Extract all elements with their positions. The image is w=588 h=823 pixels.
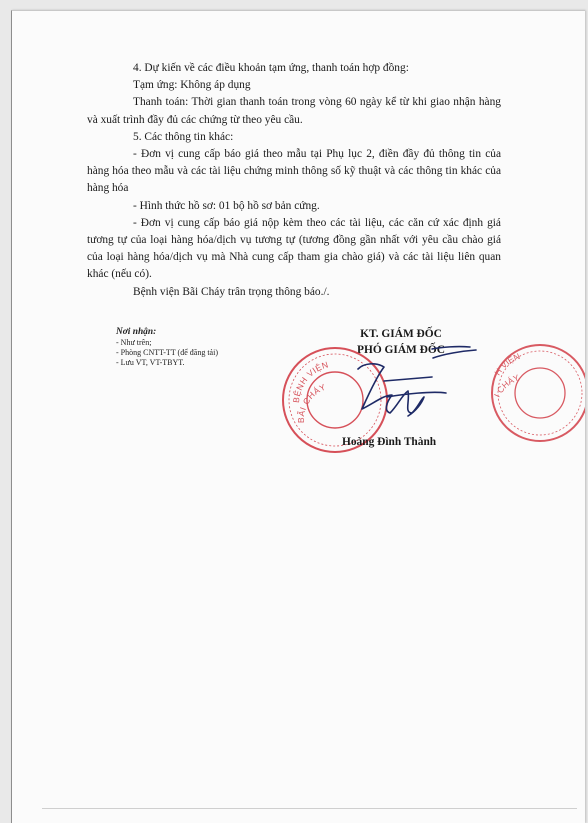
signature-title-1: KT. GIÁM ĐỐC — [360, 328, 442, 340]
quotation-form-text: - Đơn vị cung cấp báo giá theo mẫu tại Phụ lục 2, điền đầy đủ thông tin của hàng hóa theo mẫu và các tài liệu chứng minh thông số kỹ thuật và các thông tin khác của hàng hóa — [87, 148, 501, 195]
closing-text: Bệnh viện Bãi Cháy trân trọng thông báo./. — [133, 285, 330, 298]
section-5-heading: 5. Các thông tin khác: — [133, 130, 234, 143]
document-page — [11, 10, 585, 823]
recipients-title: Nơi nhận: — [116, 327, 157, 337]
payment-terms-text: Thanh toán: Thời gian thanh toán trong vòng 60 ngày kể từ khi giao nhận hàng và xuất trình đầy đủ các chứng từ theo yêu cầu. — [87, 96, 501, 126]
svg-text:H VIỆN — [492, 351, 521, 377]
recipient-item: - Phòng CNTT-TT (để đăng tải) — [116, 348, 218, 358]
document-body — [87, 60, 501, 301]
stamp-left-text-1: BỆNH VIỆN — [290, 359, 330, 404]
signature-titles — [331, 326, 471, 358]
attached-documents-text: - Đơn vị cung cấp báo giá nộp kèm theo các tài liệu, các căn cứ xác định giá tương tự của loại hàng hóa/dịch vụ tương tự (tương đồng gần nhất với yêu cầu chào giá của loại hàng hóa/dịch vụ mà Nhà cung cấp tham gia chào giá) và các tài liệu liên quan khác (nếu có). — [87, 216, 501, 281]
svg-text:BÃI CHÁY — [296, 382, 327, 423]
svg-text:I CHÁY — [492, 372, 521, 399]
svg-text:BỆNH VIỆN — [291, 359, 330, 403]
recipients-block — [116, 327, 218, 369]
signature-title-2: PHÓ GIÁM ĐỐC — [357, 344, 445, 356]
stamp-left-text-2: BÃI CHÁY — [295, 381, 328, 424]
signer-name: Hoàng Đình Thành — [342, 436, 437, 448]
advance-payment-text: Tạm ứng: Không áp dụng — [133, 79, 251, 92]
section-4-heading: 4. Dự kiến về các điều khoản tạm ứng, thanh toán hợp đồng: — [133, 62, 409, 74]
recipient-item: - Lưu VT, VT-TBYT. — [116, 358, 185, 368]
dossier-format-text: - Hình thức hồ sơ: 01 bộ hồ sơ bản cứng. — [133, 199, 320, 212]
official-stamp-right — [492, 345, 585, 441]
stamp-right-text-2: I CHÁY — [491, 372, 521, 399]
page-bottom-divider — [42, 808, 577, 809]
recipient-item: - Như trên; — [116, 338, 152, 347]
stamp-right-text-1: H VIỆN — [492, 350, 522, 378]
